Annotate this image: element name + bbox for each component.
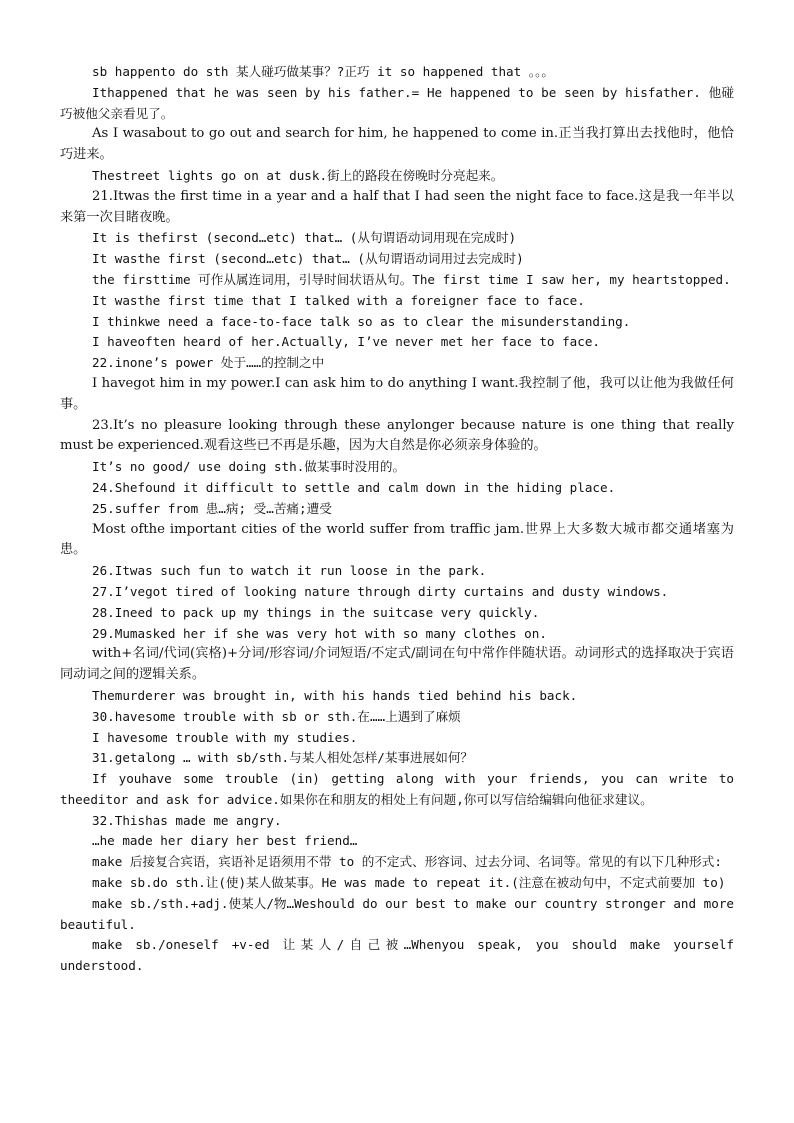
paragraph: make 后接复合宾语，宾语补足语须用不带 to 的不定式、形容词、过去分词、名词等。常见的有以下几种形式:: [92, 854, 722, 870]
paragraph: I havegot him in my power.I can ask him to do anything I want.我控制了他，我可以让他为我做任何事。: [60, 375, 734, 412]
paragraph: I thinkwe need a face-to-face talk so as to clear the misunderstanding.: [92, 313, 631, 329]
paragraph: 28.Ineed to pack up my things in the suitcase very quickly.: [92, 604, 540, 620]
paragraph: make sb.do sth.让(使)某人做某事。He was made to repeat it.(注意在被动句中，不定式前要加 to): [92, 875, 726, 891]
paragraph: If youhave some trouble (in) getting along with your friends, you can write to theeditor and ask for advice.如果你在和朋友的相处上有问题,你可以写信给编辑向他征求建议。: [60, 771, 734, 807]
paragraph: Ithappened that he was seen by his father.= He happened to be seen by hisfather. 他碰巧被他父亲看见了。: [60, 84, 734, 121]
paragraph: 22.inone’s power 处于……的控制之中: [92, 355, 325, 371]
paragraph: 29.Mumasked her if she was very hot with so many clothes on.: [92, 625, 547, 641]
paragraph: make sb./oneself +v-ed 让某人/自己被…Whenyou speak, you should make yourself understood.: [60, 937, 734, 974]
paragraph: 31.getalong … with sb/sth.与某人相处怎样/某事进展如何？: [92, 750, 474, 766]
paragraph: 21.Itwas the first time in a year and a half that I had seen the night face to face.这是我一年半以来第一次目睹夜晚。: [60, 188, 734, 225]
paragraph: It is thefirst (second…etc) that… (从句谓语动词用现在完成时): [92, 230, 517, 246]
paragraph: …he made her diary her best friend…: [92, 833, 358, 849]
paragraph: 26.Itwas such fun to watch it run loose in the park.: [92, 563, 487, 579]
paragraph: 23.It’s no pleasure looking through these anylonger because nature is one thing that really must be experienced.观看这些已不再是乐趣，因为大自然是你必须亲身体验的。: [60, 417, 734, 454]
paragraph: As I wasabout to go out and search for him, he happened to come in.正当我打算出去找他时，他恰巧进来。: [60, 126, 734, 163]
paragraph: Thestreet lights go on at dusk.街上的路段在傍晚时分亮起来。: [92, 167, 504, 183]
paragraph: the firsttime 可作从属连词用，引导时间状语从句。The first time I saw her, my heartstopped.: [92, 271, 731, 287]
paragraph: It wasthe first (second…etc) that… (从句谓语动词用过去完成时): [92, 251, 524, 267]
paragraph: 30.havesome trouble with sb or sth.在……上遇到了麻烦: [92, 708, 461, 724]
paragraph: It’s no good/ use doing sth.做某事时没用的。: [92, 459, 406, 475]
paragraph: with+名词/代词(宾格)+分词/形容词/介词短语/不定式/副词在句中常作伴随状语。动词形式的选择取决于宾语同动词之间的逻辑关系。: [60, 646, 734, 683]
paragraph: Themurderer was brought in, with his hands tied behind his back.: [92, 687, 578, 703]
paragraph: Most ofthe important cities of the world suffer from traffic jam.世界上大多数大城市都交通堵塞为患。: [60, 521, 734, 558]
paragraph: I havesome trouble with my studies.: [92, 729, 358, 745]
paragraph: 27.I’vegot tired of looking nature through dirty curtains and dusty windows.: [92, 583, 669, 599]
paragraph: 24.Shefound it difficult to settle and calm down in the hiding place.: [92, 479, 616, 495]
document-page: [60, 62, 734, 977]
paragraph: It wasthe first time that I talked with a foreigner face to face.: [92, 292, 585, 308]
paragraph: sb happento do sth 某人碰巧做某事？?正巧 it so happened that 。。。: [92, 64, 554, 79]
paragraph: 32.Thishas made me angry.: [92, 812, 282, 828]
paragraph: 25.suffer from 患…病; 受…苦痛;遭受: [92, 500, 332, 516]
paragraph: make sb./sth.+adj.使某人/物…Weshould do our best to make our country stronger and more beautiful.: [60, 895, 734, 932]
paragraph: I haveoften heard of her.Actually, I’ve never met her face to face.: [92, 334, 600, 350]
